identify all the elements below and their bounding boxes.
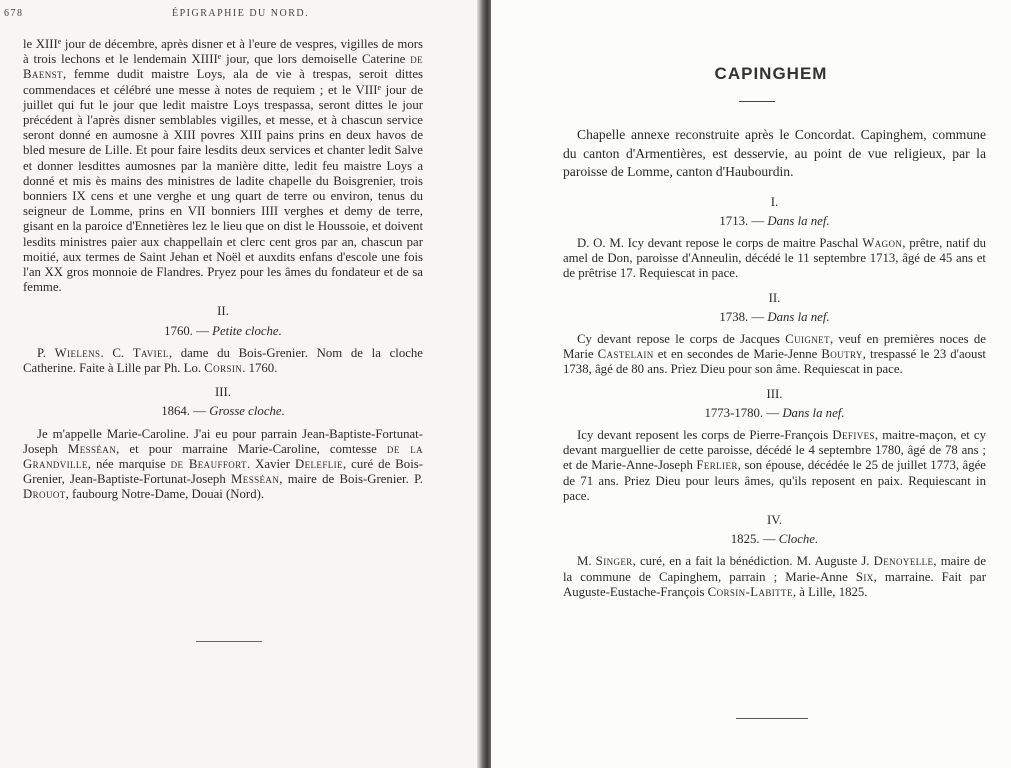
text-run: P. — [37, 345, 55, 360]
person-name: Taviel — [132, 345, 169, 360]
section-heading — [563, 214, 986, 229]
running-title: ÉPIGRAPHIE DU NORD. — [172, 8, 310, 19]
person-name: Wielens — [54, 345, 101, 360]
text-run: , maire de Bois-Grenier. P. — [279, 472, 424, 487]
text-run: , femme dudit maistre Loys, ala de vie à trespas, seroit dittes commendaces et célébré une messe à notes de requiem ; et le VIII — [23, 67, 423, 97]
inscription-paragraph — [23, 427, 423, 503]
section-date: 1825. — — [730, 532, 779, 547]
left-text-column — [23, 37, 423, 503]
section-label: Petite cloche. — [212, 323, 282, 338]
section-label: Cloche. — [778, 532, 819, 547]
text-run: Cy devant repose le corps de Jacques — [577, 331, 786, 346]
place-title: CAPINGHEM — [714, 64, 828, 83]
section-date: 1760. — — [164, 323, 213, 338]
end-divider — [196, 641, 262, 642]
text-run: , dame du Bois-Grenier. Nom de la cloche Catherine. Faite à Lille par Ph. Lo. — [23, 345, 423, 376]
text-run: , prêtre, natif du amel de Don, paroisse d'Anneulin, décédé le 11 septembre 1713, âgé de 45 ans et de prêtrise 17. Requiescat in pace. — [563, 235, 986, 281]
superscript: e — [377, 82, 382, 92]
inscription-paragraph — [23, 346, 423, 376]
section-heading — [563, 406, 986, 421]
person-name: Deleflie — [295, 457, 343, 472]
person-name: de la Grandville — [23, 441, 423, 472]
section-label: Dans la nef. — [767, 309, 830, 324]
text-run: , maitre-maçon, et cy devant marguellier de cette paroisse, décédé le 4 septembre 1780, âgé de 78 ans ; et de Marie-Anne-Joseph — [563, 427, 986, 473]
section-date: 1738. — — [719, 309, 768, 324]
continuation-paragraph — [23, 37, 423, 295]
text-run: D. O. M. Icy devant repose le corps de maitre Paschal — [577, 235, 863, 250]
right-text-column — [563, 126, 986, 600]
section-label: Grosse cloche. — [209, 404, 285, 419]
text-run: Icy devant reposent les corps de Pierre-François — [577, 427, 833, 442]
text-run: jour de juillet qui fut le jour que ledit maistre Loys trespassa, seront dittes le jour précédent à l'après disner semblables vigilles, et messe, et à chascun service seront donné en aumosne à XIII povres XIII pains prins en deux havos de bled mesure de Lille. Et pour faire lesdits deux services et chanter ledit Salve et donner lesdittes aumosnes par la manière ditte, ledit feu maistre Loys a donné et mis ès mains des ministres de ladite chapelle du Boisgrenier, trois bonniers IX cens et une verghe et ung quart de terre ou environ, tenus du seigneur de Lomme, prins en VII bonniers IIII verghes et demy de terre, gisant en la paroice d'Ennetières lez le lieu que on dist le Houssoie, et doivent lesdits ministres paier aux chappellain et clerc cent gros par an, chascun par moitié, aux termes de Saint Jehan et Noël et auxdits enfans d'escole une fois l'an XX gros monnoie de Flandres. Pryez pour les âmes du fondateur et de sa femme. — [23, 82, 423, 295]
section-label: Dans la nef. — [767, 213, 830, 228]
text-run: , faubourg Notre-Dame, Douai (Nord). — [65, 487, 265, 502]
text-run: , à Lille, 1825. — [792, 584, 868, 599]
text-run: , née marquise — [87, 457, 171, 472]
section-date: 1773-1780. — — [704, 405, 783, 420]
title-divider — [739, 101, 775, 102]
text-run: , veuf en premières noces de Marie — [563, 331, 986, 362]
section-heading — [563, 310, 986, 325]
text-run: , son épouse, décédée le 25 de juillet 1773, âgée de 71 ans. Priez Dieu pour leurs âmes, qu'ils reposent en paix. Requiescant in pace. — [563, 458, 986, 503]
person-name: de Baenst — [23, 52, 424, 82]
text-run: jour de décembre, après disner et à l'eure de vespres, vigilles de mors à trois lechons et le lendemain XIIII — [23, 37, 423, 67]
text-run: et en secondes de Marie-Jenne — [653, 347, 822, 362]
inscription-paragraph — [563, 332, 986, 378]
inscription-paragraph — [563, 428, 986, 504]
person-name: Wagon — [862, 235, 903, 250]
section-date: 1713. — — [719, 213, 768, 228]
text-run: , marraine. Fait par Auguste-Eustache-François — [563, 569, 986, 599]
text-run: , trespassé le 23 d'aoust 1738, âgé de 80 ans. Priez Dieu pour son âme. Requiescat in pace. — [563, 347, 986, 377]
text-run: , maire de la commune de Capinghem, parrain ; Marie-Anne — [563, 554, 986, 584]
section-numeral: III. — [215, 385, 231, 400]
person-name: Six — [855, 569, 874, 584]
person-name: Singer — [595, 554, 633, 569]
person-name: Drouot — [23, 487, 66, 502]
section-label: Dans la nef. — [782, 405, 845, 420]
text-run: , curé de Bois-Grenier, Jean-Baptiste-Fortunat-Joseph — [23, 457, 423, 487]
person-name: Defives — [832, 427, 875, 442]
inscription-paragraph — [563, 236, 986, 282]
person-name: Corsin — [204, 361, 243, 376]
section-numeral: I. — [770, 194, 779, 209]
section-numeral: III. — [766, 386, 783, 401]
text-run: le XIII — [23, 37, 58, 51]
person-name: Cuignet — [785, 331, 830, 346]
section-heading — [563, 532, 986, 547]
text-run: . C. — [100, 345, 133, 360]
section-numeral: IV. — [766, 512, 783, 527]
text-run: jour, que lors demoiselle Caterine — [221, 52, 411, 67]
section-numeral: II. — [768, 290, 781, 305]
text-run: . Xavier — [246, 457, 295, 472]
person-name: Messéan — [67, 441, 117, 456]
person-name: Boutry — [821, 347, 863, 362]
inscription-paragraph — [563, 554, 986, 600]
superscript: e — [217, 52, 222, 62]
text-run: Je m'appelle Marie-Caroline. J'ai eu pour parrain Jean-Baptiste-Fortunat-Joseph — [23, 426, 423, 456]
text-run: , curé, en a fait la bénédiction. M. Auguste J. — [632, 554, 874, 569]
section-heading — [23, 324, 423, 339]
section-date: 1864. — — [161, 404, 210, 419]
person-name: de Beauffort — [170, 457, 247, 472]
person-name: Denoyelle — [873, 554, 934, 569]
person-name: Corsin-Labitte — [707, 584, 793, 599]
person-name: Castelain — [597, 347, 654, 362]
section-numeral: II. — [217, 304, 229, 319]
text-run: M. — [577, 554, 596, 569]
page-number: 678 — [4, 8, 24, 19]
left-page — [0, 0, 483, 768]
person-name: Ferlier — [696, 458, 738, 473]
right-page — [491, 0, 1011, 768]
end-divider — [736, 718, 808, 719]
section-heading — [23, 404, 423, 419]
intro-paragraph: Chapelle annexe reconstruite après le Concordat. Capinghem, commune du canton d'Armentières, est desservie, au point de vue religieux, par la paroisse de Lomme, canton d'Haubourdin. — [563, 127, 986, 179]
superscript: e — [57, 37, 62, 46]
text-run: , et pour marraine Marie-Caroline, comtesse — [116, 441, 387, 456]
person-name: Messéan — [231, 472, 280, 487]
text-run: . 1760. — [242, 361, 278, 376]
